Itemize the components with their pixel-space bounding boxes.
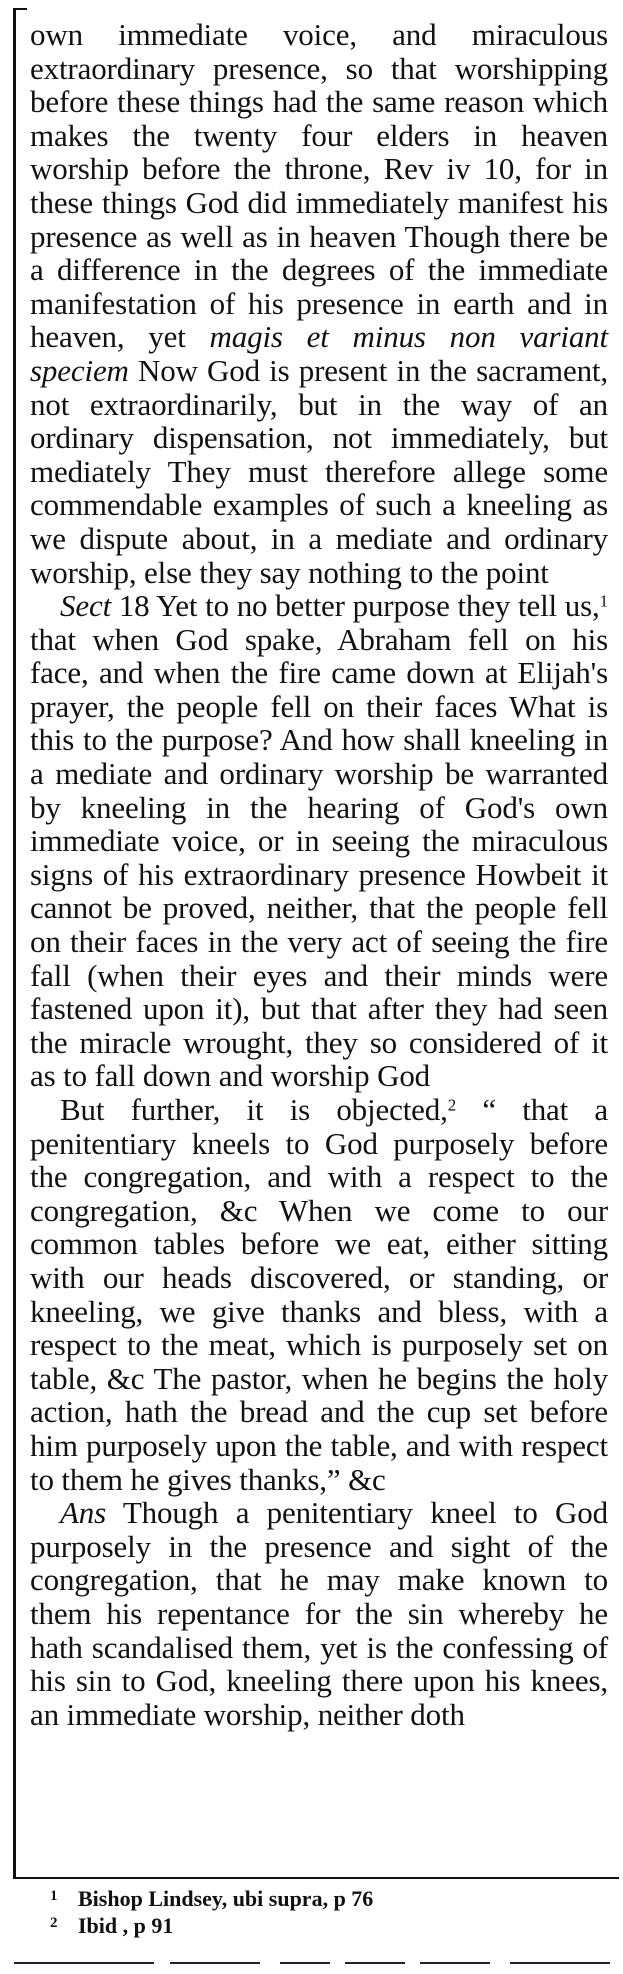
paragraph-2-text-b: that when God spake, Abraham fell on his face, and when the fire came down at Elijah's prayer, the people fell on their faces What is this to the purpose? And how shall kneeling in a mediate and ordinary worship be warranted by kneeling in the hearing of God's own immediate voice, or in seeing the miraculous signs of his extraordinary presence Howbeit it cannot be proved, neither, that the people fell on their faces in the very act of seeing the fire fall (when their eyes and their minds were fastened upon it), but that after they had seen the miracle wrought, they so considered of it as to fall down and worship God xyxy=(30,621,608,1094)
paragraph-3 xyxy=(30,1093,608,1496)
bottom-rule-segment xyxy=(170,1962,260,1964)
paragraph-4-text: Though a penitentiary kneel to God purposely in the presence and sight of the congregation, that he may make known to them his repentance for the sin whereby he hath scandalised them, yet is the confessing of his sin to God, kneeling there upon his knees, an immediate worship, neither doth xyxy=(30,1495,608,1732)
footnote-mark: 2 xyxy=(50,1915,58,1931)
footnote-ref-2[interactable]: 2 xyxy=(447,1095,457,1115)
answer-label: Ans xyxy=(60,1495,107,1531)
footnote-rule xyxy=(13,1877,619,1879)
footnote-text: Ibid , p 91 xyxy=(78,1913,174,1938)
footnote-1 xyxy=(50,1884,570,1911)
bottom-rule-segment xyxy=(280,1962,330,1964)
body-text xyxy=(30,18,608,1731)
footnotes xyxy=(50,1884,570,1938)
footnote-mark: 1 xyxy=(50,1888,58,1904)
paragraph-1-end: Now God is present in the sacrament, not extraordinarily, but in the way of an ordinary dispensation, not immediately, but mediately They must therefore allege some commendable examples of such a kneeling as we dispute about, in a mediate and ordinary worship, else they say nothing to the point xyxy=(30,352,608,590)
paragraph-2-text-a: 18 Yet to no better purpose they tell us, xyxy=(111,588,600,624)
paragraph-1-text: own immediate voice, and miraculous extraordinary presence, so that worshipping before these things had the same reason which makes the twenty four elders in heaven worship before the throne, Rev iv 10, for in these things God did immediately manifest his presence as well as in heaven Though there be a difference in the degrees of the immediate manifestation of his presence in earth and in heaven, yet xyxy=(30,17,608,355)
paragraph-4 xyxy=(30,1496,608,1731)
margin-rule xyxy=(13,8,16,1878)
footnote-text: Bishop Lindsey, ubi supra, p 76 xyxy=(78,1886,374,1911)
bottom-rule-segment xyxy=(14,1962,154,1964)
bottom-rule-segment xyxy=(420,1962,490,1964)
paragraph-3-text-b: “ that a penitentiary kneels to God purposely before the congregation, and with a respect to the congregation, &c When we come to our common tables before we eat, either sitting with our heads discovered, or standing, or kneeling, we give thanks and bless, with a respect to the meat, which is purposely set on table, &c The pastor, when he begins the holy action, hath the bread and the cup set before him purposely upon the table, and with respect to them he gives thanks,” &c xyxy=(30,1092,608,1497)
paragraph-2 xyxy=(30,589,608,1093)
footnote-ref-1[interactable]: 1 xyxy=(599,591,608,611)
margin-rule-tick xyxy=(13,8,27,10)
paragraph-3-text-a: But further, it is objected, xyxy=(60,1092,448,1127)
bottom-rule-segment xyxy=(510,1962,610,1964)
latin-phrase: magis et minus non variant speciem xyxy=(30,319,608,388)
paragraph-1 xyxy=(30,18,608,589)
bottom-rule-segment xyxy=(345,1962,405,1964)
section-label: Sect xyxy=(60,588,112,624)
footnote-2 xyxy=(50,1911,570,1938)
